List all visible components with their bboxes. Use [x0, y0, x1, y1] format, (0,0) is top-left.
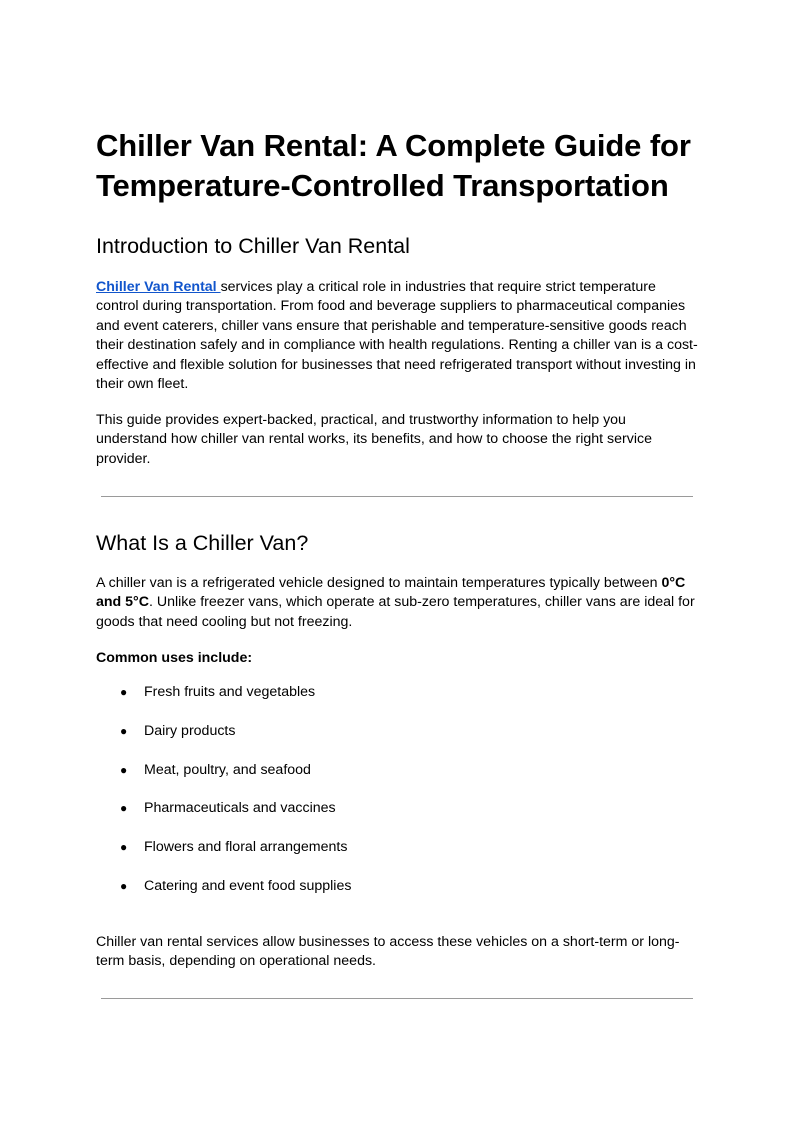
temperature-range: 0°C and 5°C [96, 575, 686, 611]
what-is-text-start: A chiller van is a refrigerated vehicle designed to maintain temperatures typically between [96, 575, 662, 591]
page-title: Chiller Van Rental: A Complete Guide for Temperature-Controlled Transportation [96, 128, 691, 203]
list-item: ● Fresh fruits and vegetables [96, 683, 700, 722]
bullet-icon: ● [120, 762, 128, 777]
list-item: ● Catering and event food supplies [96, 877, 700, 916]
intro-paragraph-2: This guide provides expert-backed, practical, and trustworthy information to help you understand how chiller van rental works, its benefits, and how to choose the right service provider. [96, 412, 652, 467]
bullet-icon: ● [120, 840, 128, 855]
uses-list [96, 683, 700, 916]
list-item: ● Dairy products [96, 722, 700, 761]
chiller-van-rental-link[interactable]: Chiller Van Rental [96, 279, 221, 295]
what-is-heading: What Is a Chiller Van? [96, 531, 309, 555]
section-divider [101, 998, 693, 999]
bullet-icon: ● [120, 878, 128, 893]
list-item: ● Flowers and floral arrangements [96, 838, 700, 877]
bullet-icon: ● [120, 723, 128, 738]
what-is-paragraph [96, 574, 700, 632]
section-divider [101, 496, 693, 497]
uses-label: Common uses include: [96, 650, 253, 666]
bullet-icon: ● [120, 685, 128, 699]
closing-paragraph: Chiller van rental services allow businesses to access these vehicles on a short-term or long-term basis, depending on operational needs. [96, 934, 680, 970]
list-item: ● Meat, poultry, and seafood [96, 761, 700, 800]
intro-paragraph-1-text: services play a critical role in industries that require strict temperature control during transportation. From food and beverage suppliers to pharmaceutical companies and event caterers, chiller vans ensure that perishable and temperature-sensitive goods reach their destination safely and in compliance with health regulations. Renting a chiller van is a cost-effective and flexible solution for businesses that need refrigerated transport without investing in their own fleet. [96, 279, 698, 393]
what-is-text-end: . Unlike freezer vans, which operate at sub-zero temperatures, chiller vans are ideal for goods that need cooling but not freezing. [96, 594, 695, 630]
bullet-icon: ● [120, 801, 128, 816]
intro-heading: Introduction to Chiller Van Rental [96, 234, 410, 258]
list-item: ● Pharmaceuticals and vaccines [96, 799, 700, 838]
intro-paragraph-1 [96, 278, 700, 394]
